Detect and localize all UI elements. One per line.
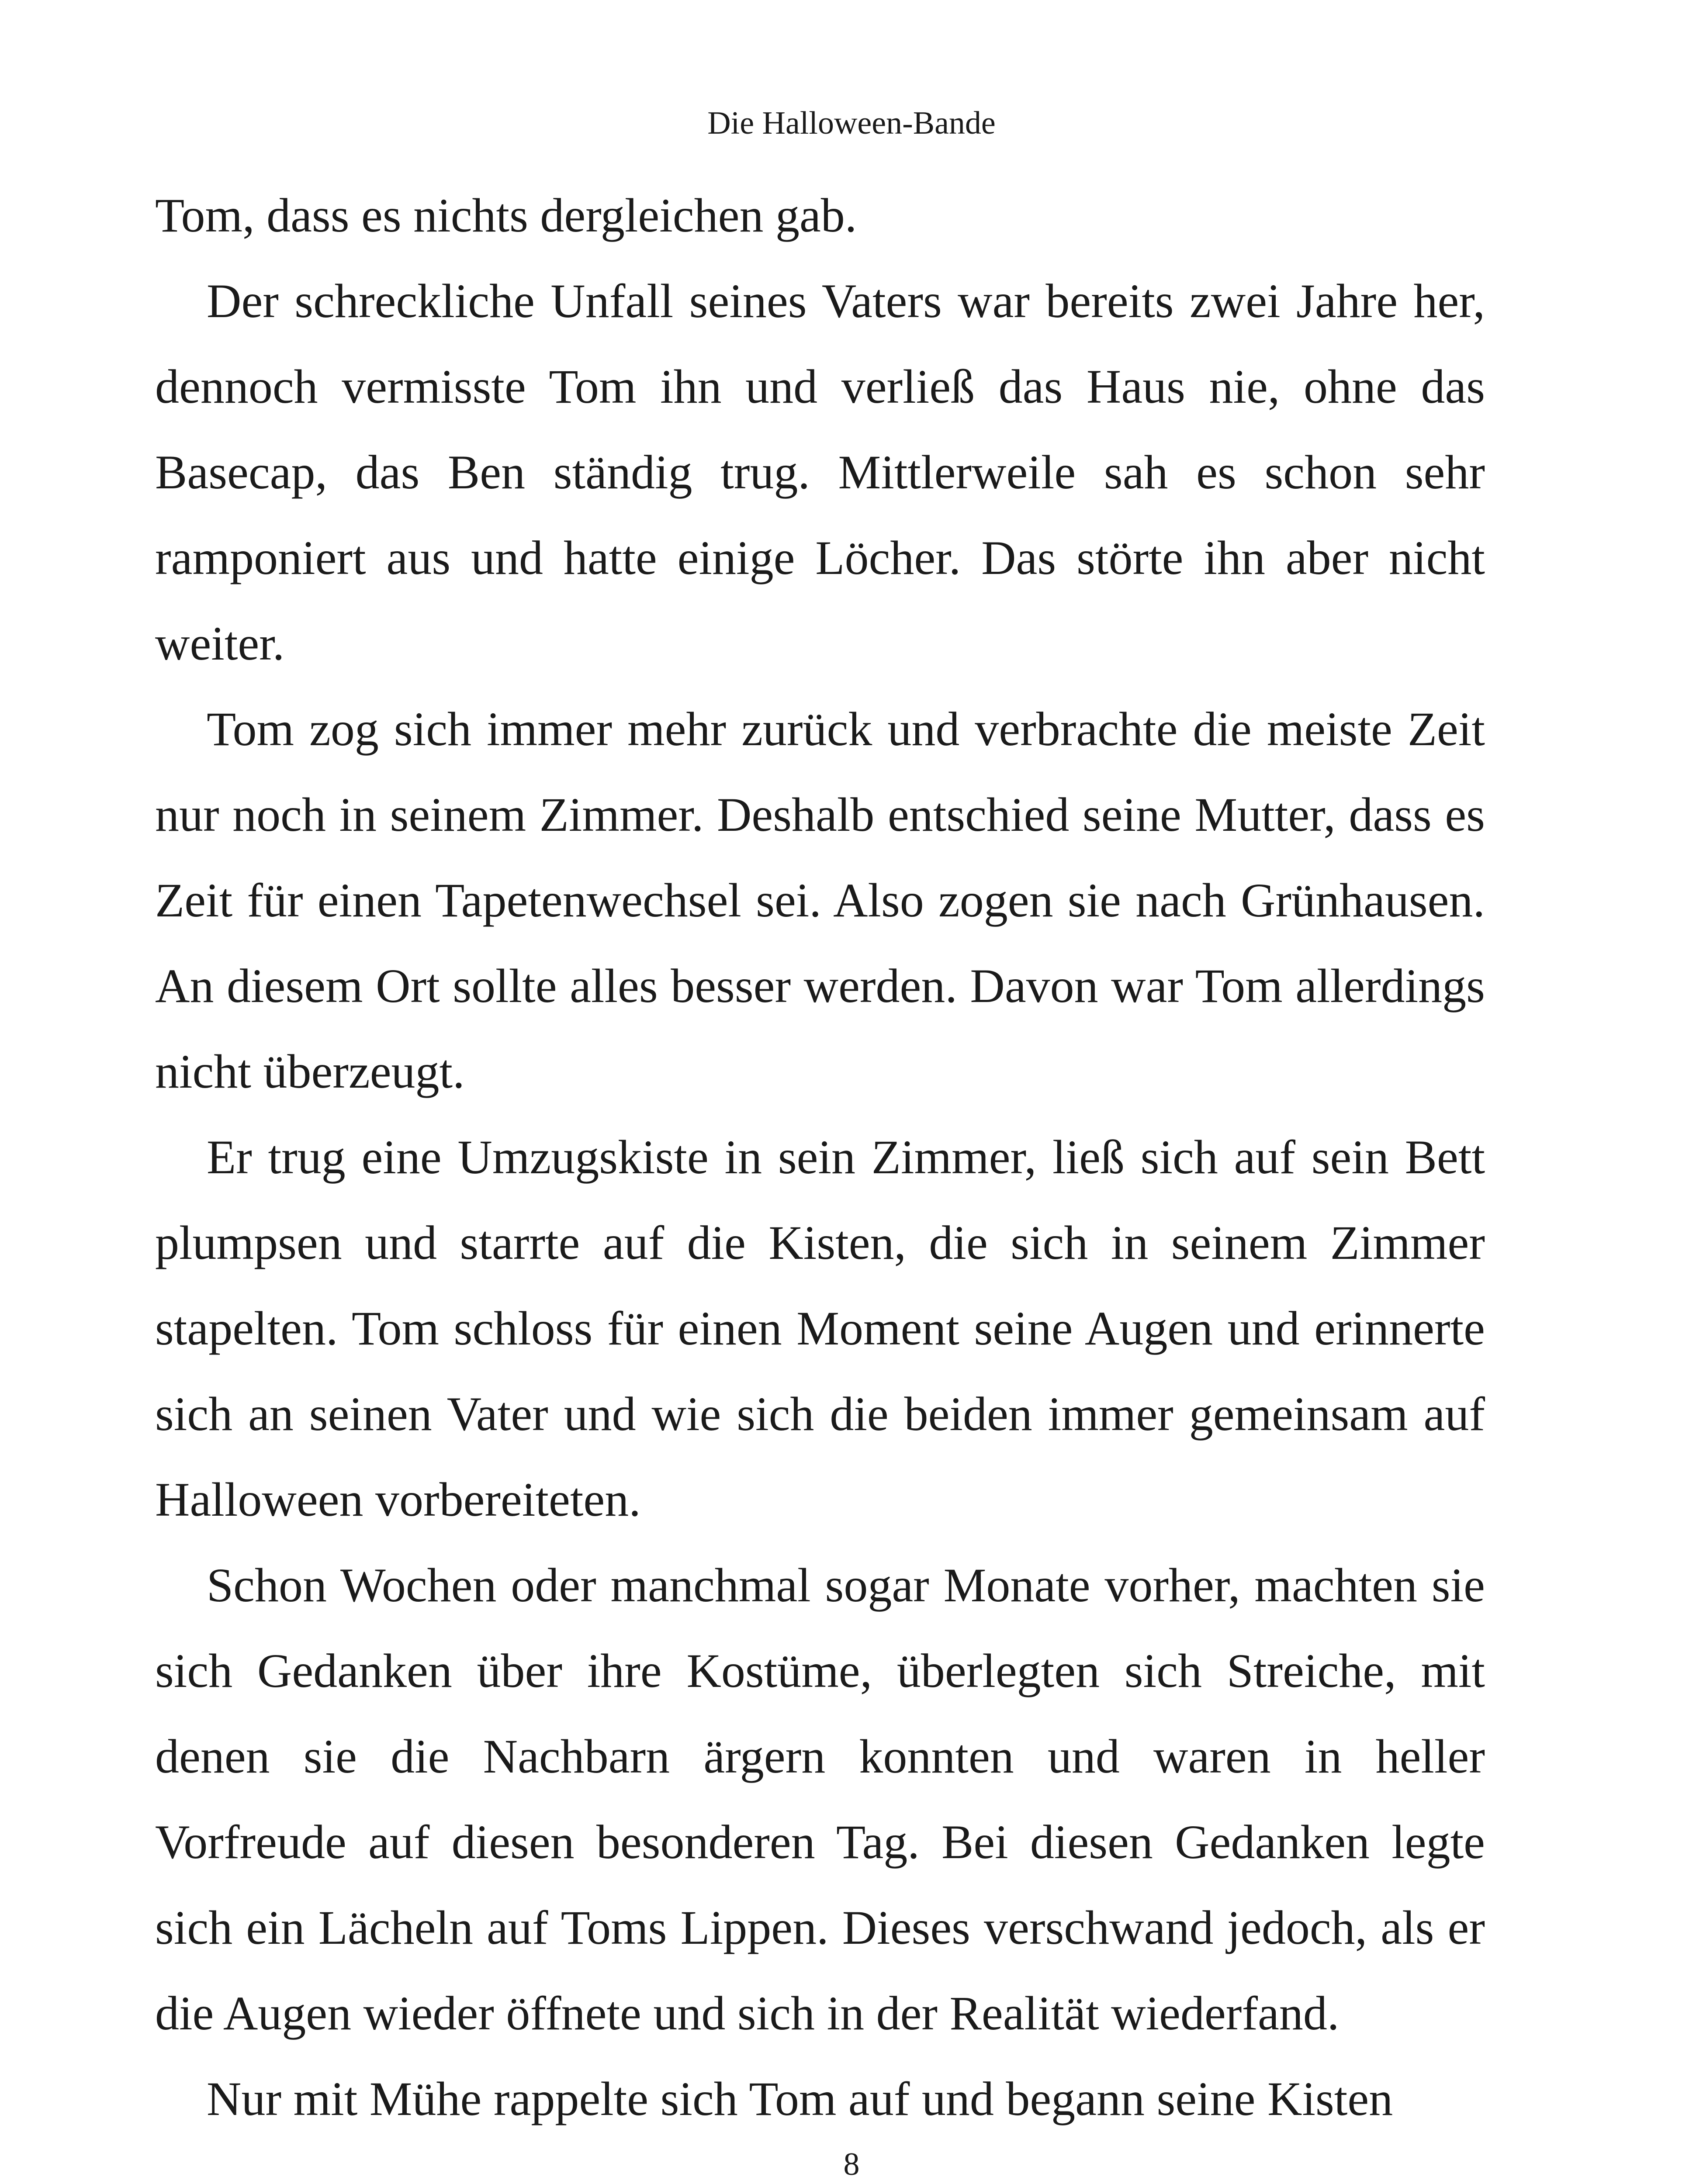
paragraph-4: Er trug eine Umzugskiste in sein Zimmer, ließ sich auf sein Bett plumpsen und starrte auf die Kisten, die sich in seinem Zimmer stapelten. Tom schloss für einen Moment seine Augen und erinnerte sich an seinen Vater und wie sich die beiden immer gemeinsam auf Halloween vorbereiteten. <box>155 1130 1485 1526</box>
paragraph-3: Tom zog sich immer mehr zurück und verbrachte die meiste Zeit nur noch in seinem Zimmer. Deshalb entschied seine Mutter, dass es Zeit für einen Tapetenwechsel sei. Also zogen sie nach Grünhausen. An diesem Ort sollte alles besser werden. Davon war Tom allerdings nicht überzeugt. <box>155 702 1485 1098</box>
page-number: 8 <box>843 2146 860 2182</box>
body-text <box>155 173 1485 2142</box>
paragraph-6: Nur mit Mühe rappelte sich Tom auf und begann seine Kisten <box>207 2072 1393 2125</box>
paragraph-5: Schon Wochen oder manchmal sogar Monate vorher, machten sie sich Gedanken über ihre Kostüme, überlegten sich Streiche, mit denen sie die Nachbarn ärgern konnten und waren in heller Vorfreude auf diesen besonderen Tag. Bei diesen Gedanken legte sich ein Lächeln auf Toms Lippen. Dieses verschwand jedoch, als er die Augen wieder öffnete und sich in der Realität wiederfand. <box>155 1559 1485 2040</box>
running-header: Die Halloween-Bande <box>707 105 996 141</box>
paragraph-1: Tom, dass es nichts dergleichen gab. <box>155 189 857 242</box>
paragraph-2: Der schreckliche Unfall seines Vaters war bereits zwei Jahre her, dennoch vermisste Tom ihn und verließ das Haus nie, ohne das Basecap, das Ben ständig trug. Mittlerweile sah es schon sehr ramponiert aus und hatte einige Löcher. Das störte ihn aber nicht weiter. <box>155 274 1485 670</box>
